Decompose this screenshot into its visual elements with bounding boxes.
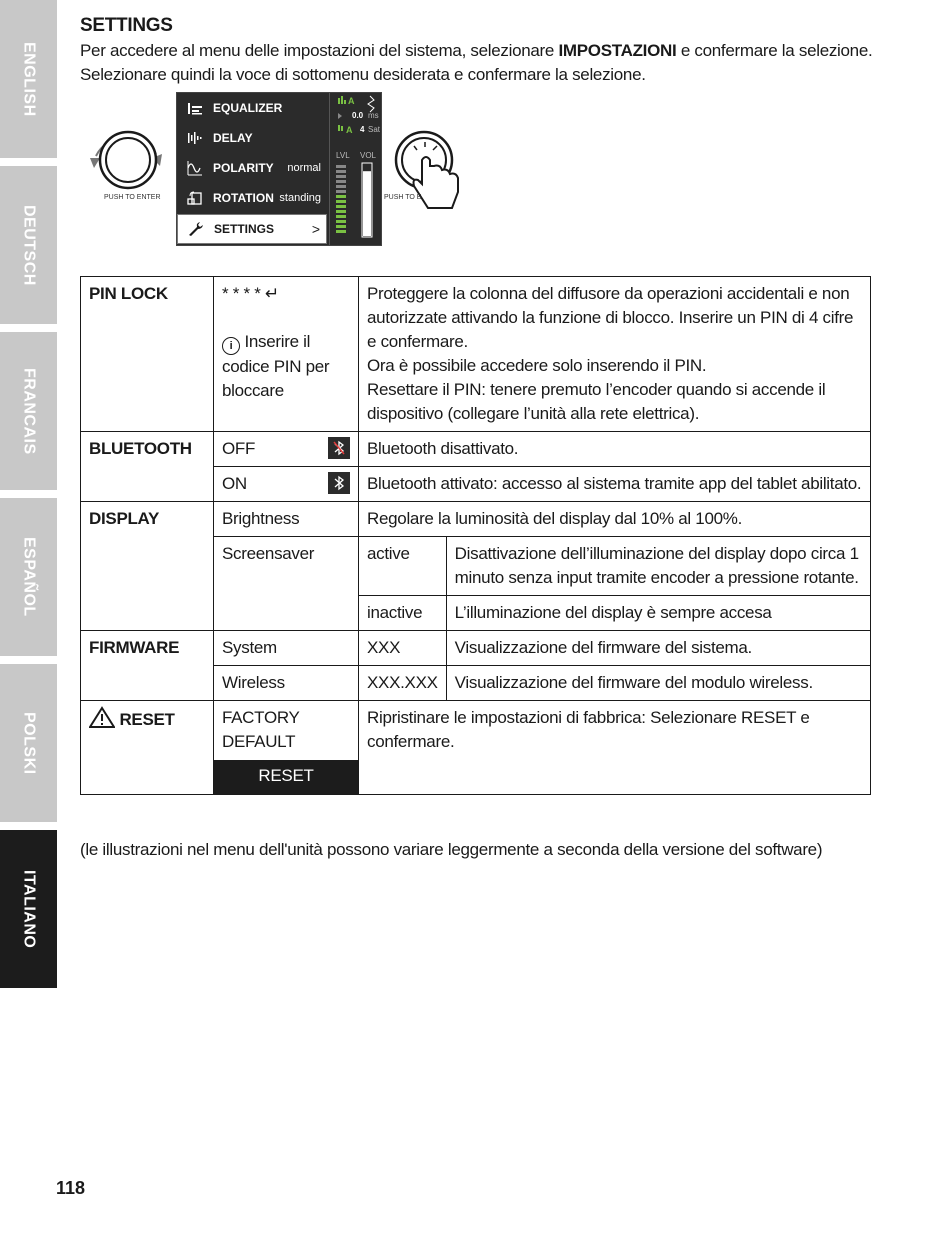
pin-code: * * * * ↵ (222, 284, 279, 303)
tab-italiano[interactable] (0, 830, 57, 988)
tab-label: ESPAÑOL (20, 537, 38, 617)
factory-default-option (214, 701, 359, 795)
level-segment (336, 185, 346, 188)
screensaver-active: active (359, 537, 447, 596)
tab-english[interactable] (0, 0, 57, 158)
bluetooth-off-description: Bluetooth disattivato. (359, 432, 871, 467)
table-row-firmware-system (81, 631, 871, 666)
tab-francais[interactable] (0, 332, 57, 490)
menu-row-delay (177, 123, 327, 153)
firmware-wireless-description: Visualizzazione del firmware del modulo wireless. (446, 666, 870, 701)
settings-table (80, 276, 871, 795)
screensaver-active-description: Disattivazione dell’illuminazione del display dopo circa 1 minuto senza input tramite encoder a pressione rotante. (446, 537, 870, 596)
factory-default-text: FACTORY DEFAULT (222, 708, 300, 751)
pin-lock-description: Proteggere la colonna del diffusore da operazioni accidentali e non autorizzate attivando la funzione di blocco. Inserire un PIN di 4 cifre e confermare. Ora è possibile accedere solo inserendo il PIN. Resettare il PIN: tenere premuto l’encoder quando si accende il dispositivo (collegare l’unità alla rete elettrica). (359, 277, 871, 432)
bluetooth-on-option (214, 467, 359, 502)
bluetooth-on-text: ON (222, 474, 247, 493)
page-number: 118 (56, 1178, 86, 1198)
push-knob-hand-icon (392, 128, 472, 218)
level-segment (336, 215, 346, 218)
reset-button[interactable]: RESET (214, 760, 358, 794)
delay-icon (177, 131, 213, 145)
brightness-description: Regolare la luminosità del display dal 10% al 100%. (359, 502, 871, 537)
reset-description: Ripristinare le impostazioni di fabbrica: Selezionare RESET e confermare. (359, 701, 871, 795)
firmware-wireless-value: XXX.XXX (359, 666, 447, 701)
status-meters (329, 93, 382, 245)
warning-icon (89, 706, 115, 735)
rotate-knob-icon (84, 114, 168, 204)
level-segment (336, 175, 346, 178)
table-row-pin-lock (81, 277, 871, 432)
section-intro (80, 39, 875, 87)
delay-unit: ms (368, 111, 379, 120)
menu-label: POLARITY (213, 161, 274, 175)
sat-number: 4 (360, 125, 365, 134)
menu-label: DELAY (213, 131, 253, 145)
encoder-push-illustration (384, 128, 472, 218)
firmware-system-value: XXX (359, 631, 447, 666)
menu-label: ROTATION (213, 191, 274, 205)
chevron-right-icon: > (311, 221, 320, 237)
level-segment (336, 220, 346, 223)
level-segment (336, 180, 346, 183)
bluetooth-off-option (214, 432, 359, 467)
level-segment (336, 190, 346, 193)
intro-bold: IMPOSTAZIONI (558, 41, 677, 60)
level-segment (336, 230, 346, 233)
polarity-icon (177, 160, 213, 176)
level-segment (336, 195, 346, 198)
bluetooth-off-text: OFF (222, 439, 256, 458)
firmware-label: FIRMWARE (81, 631, 214, 701)
level-segment (336, 170, 346, 173)
footnote: (le illustrazioni nel menu dell'unità possono variare leggermente a seconda della versione del software) (80, 840, 823, 859)
bluetooth-on-description: Bluetooth attivato: accesso al sistema tramite app del tablet abilitato. (359, 467, 871, 502)
device-display (176, 92, 382, 246)
menu-label: SETTINGS (214, 222, 275, 236)
level-segment (336, 210, 346, 213)
table-row-reset (81, 701, 871, 795)
vol-label: VOL (360, 151, 377, 160)
menu-row-rotation (177, 183, 327, 213)
menu-value: normal (287, 162, 321, 174)
tab-label: ITALIANO (20, 869, 38, 949)
menu-row-settings (177, 214, 327, 244)
equalizer-icon (177, 101, 213, 115)
bluetooth-icon (328, 472, 350, 494)
section-title: SETTINGS (80, 15, 173, 36)
firmware-system-option: System (214, 631, 359, 666)
pin-hint-text: Inserire il codice PIN per bloccare (222, 332, 330, 400)
level-segment (336, 165, 346, 168)
sat-eq-value: A (346, 125, 353, 135)
table-row-brightness (81, 502, 871, 537)
intro-text-end: e confermare la selezione. Selezionare quindi la voce di sottomenu desiderata e confermare la selezione. (80, 41, 873, 84)
pin-hint (222, 330, 350, 403)
table-row-bluetooth-off (81, 432, 871, 467)
screensaver-inactive-description: L’illuminazione del display è sempre accesa (446, 596, 870, 631)
level-segment (336, 205, 346, 208)
reset-label: RESET (119, 710, 175, 729)
delay-value: 0.0 (352, 111, 364, 120)
firmware-wireless-option: Wireless (214, 666, 359, 701)
menu-illustration (80, 92, 480, 252)
push-to-enter-label: PUSH TO ENTER (104, 194, 161, 201)
level-segment (336, 200, 346, 203)
lvl-label: LVL (336, 151, 350, 160)
display-label: DISPLAY (81, 502, 214, 631)
menu-row-equalizer (177, 93, 327, 123)
push-to-enter-label: PUSH TO E (384, 194, 422, 201)
menu-value: standing (279, 192, 321, 204)
level-segment (336, 225, 346, 228)
sat-label: Sat (368, 125, 381, 134)
tab-espanol[interactable] (0, 498, 57, 656)
reset-label-cell (81, 701, 214, 795)
menu-label: EQUALIZER (213, 101, 283, 115)
bluetooth-label: BLUETOOTH (81, 432, 214, 502)
tab-label: ENGLISH (20, 41, 38, 117)
section-header (80, 15, 875, 87)
wrench-icon (178, 221, 214, 237)
eq-preset-value: A (348, 96, 355, 106)
tab-label: FRANCAIS (20, 367, 38, 455)
screensaver-option: Screensaver (214, 537, 359, 631)
tab-label: POLSKI (20, 711, 38, 775)
brightness-option: Brightness (214, 502, 359, 537)
info-icon: i (222, 337, 240, 355)
tab-label: DEUTSCH (20, 204, 38, 286)
intro-text: Per accedere al menu delle impostazioni del sistema, selezionare (80, 41, 559, 60)
encoder-rotate-illustration (84, 114, 168, 204)
rotation-icon (177, 190, 213, 206)
menu-row-polarity (177, 153, 327, 183)
tab-deutsch[interactable] (0, 166, 57, 324)
firmware-system-description: Visualizzazione del firmware del sistema. (446, 631, 870, 666)
pin-lock-label: PIN LOCK (81, 277, 214, 432)
tab-polski[interactable] (0, 664, 57, 822)
pin-lock-option (214, 277, 359, 432)
screensaver-inactive: inactive (359, 596, 447, 631)
bluetooth-off-icon (328, 437, 350, 459)
